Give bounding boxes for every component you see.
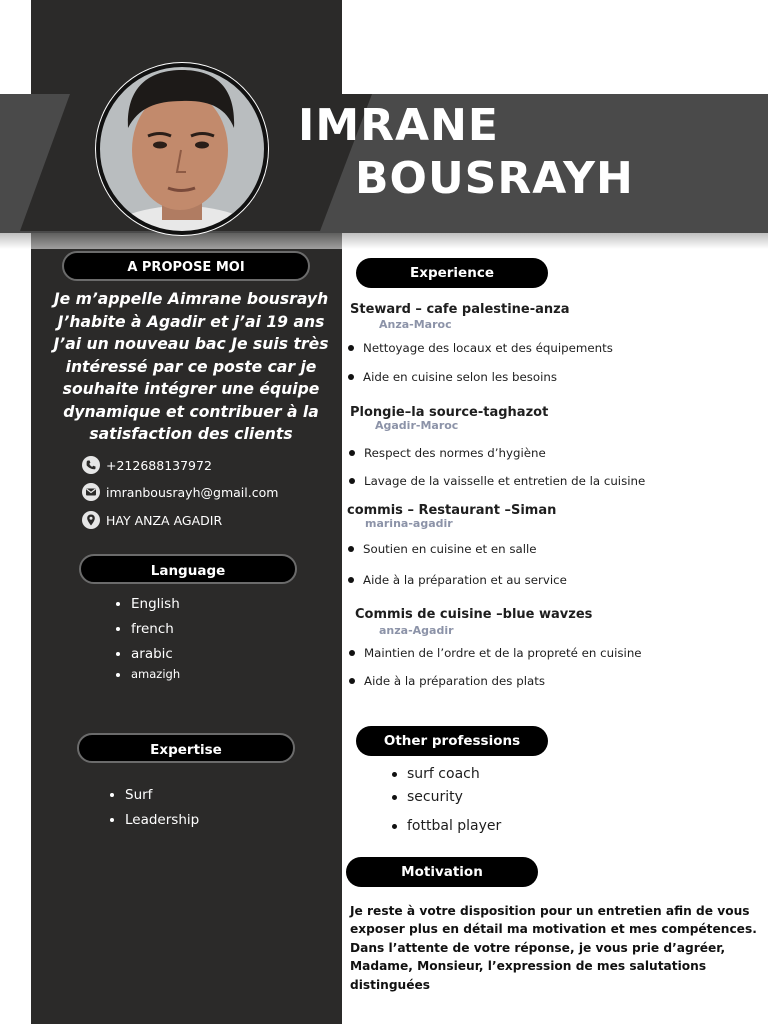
address: HAY ANZA AGADIR (106, 512, 223, 528)
job-task: Respect des normes d’hygiène (349, 446, 546, 460)
profession-item: surf coach (392, 766, 480, 782)
mail-icon (82, 483, 100, 501)
experience-heading: Experience (356, 258, 548, 288)
job-task: Aide en cuisine selon les besoins (348, 370, 557, 384)
language-heading: Language (79, 554, 297, 584)
job-title: commis – Restaurant –Siman (347, 503, 557, 518)
profession-item: fottbal player (392, 818, 501, 834)
profession-item: security (392, 789, 463, 805)
last-name: BOUSRAYH (355, 153, 634, 204)
contact-phone (82, 456, 212, 474)
job-title: Commis de cuisine –blue wavzes (355, 607, 593, 622)
job-location: Agadir-Maroc (375, 419, 459, 432)
expertise-item: Surf (110, 787, 152, 803)
job-task: Maintien de l’ordre et de la propreté en cuisine (349, 646, 642, 660)
expertise-heading: Expertise (77, 733, 295, 763)
job-title: Plongie–la source-taghazot (350, 405, 549, 420)
job-location: anza-Agadir (379, 624, 454, 637)
language-item: french (116, 621, 174, 637)
email-address[interactable]: imranbousrayh@gmail.com (106, 484, 279, 500)
about-heading: A PROPOSE MOI (62, 251, 310, 281)
job-task: Aide à la préparation et au service (348, 573, 567, 587)
motivation-heading: Motivation (346, 857, 538, 887)
contact-email (82, 483, 278, 501)
job-location: Anza-Maroc (379, 318, 452, 331)
motivation-text: Je reste à votre disposition pour un entretien afin de vous exposer plus en détail ma motivation et mes compétences. Dans l’attente de votre réponse, je vous prie d’agréer, Madame, Monsieur, l’expression de mes salutations distinguées (350, 904, 757, 992)
about-text: Je m’appelle Aimrane bousrayh J’habite à Agadir et j’ai 19 ans J’ai un nouveau bac Je suis très intéressé par ce poste car je souhaite intégrer une équipe dynamique et contribuer à la satisfaction des clients (53, 290, 329, 443)
other-professions-heading: Other professions (356, 726, 548, 756)
language-item: arabic (116, 646, 173, 662)
job-task: Aide à la préparation des plats (349, 674, 545, 688)
job-location: marina-agadir (365, 517, 453, 530)
language-item: English (116, 596, 180, 612)
expertise-item: Leadership (110, 812, 199, 828)
location-icon (82, 511, 100, 529)
phone-number[interactable]: +212688137972 (106, 457, 212, 473)
job-task: Nettoyage des locaux et des équipements (348, 341, 613, 355)
job-task: Lavage de la vaisselle et entretien de la cuisine (349, 474, 645, 488)
job-title: Steward – cafe palestine-anza (350, 302, 570, 317)
phone-icon (82, 456, 100, 474)
first-name: IMRANE (298, 100, 499, 151)
contact-address (82, 511, 222, 529)
language-item: amazigh (116, 667, 180, 681)
job-task: Soutien en cuisine et en salle (348, 542, 537, 556)
